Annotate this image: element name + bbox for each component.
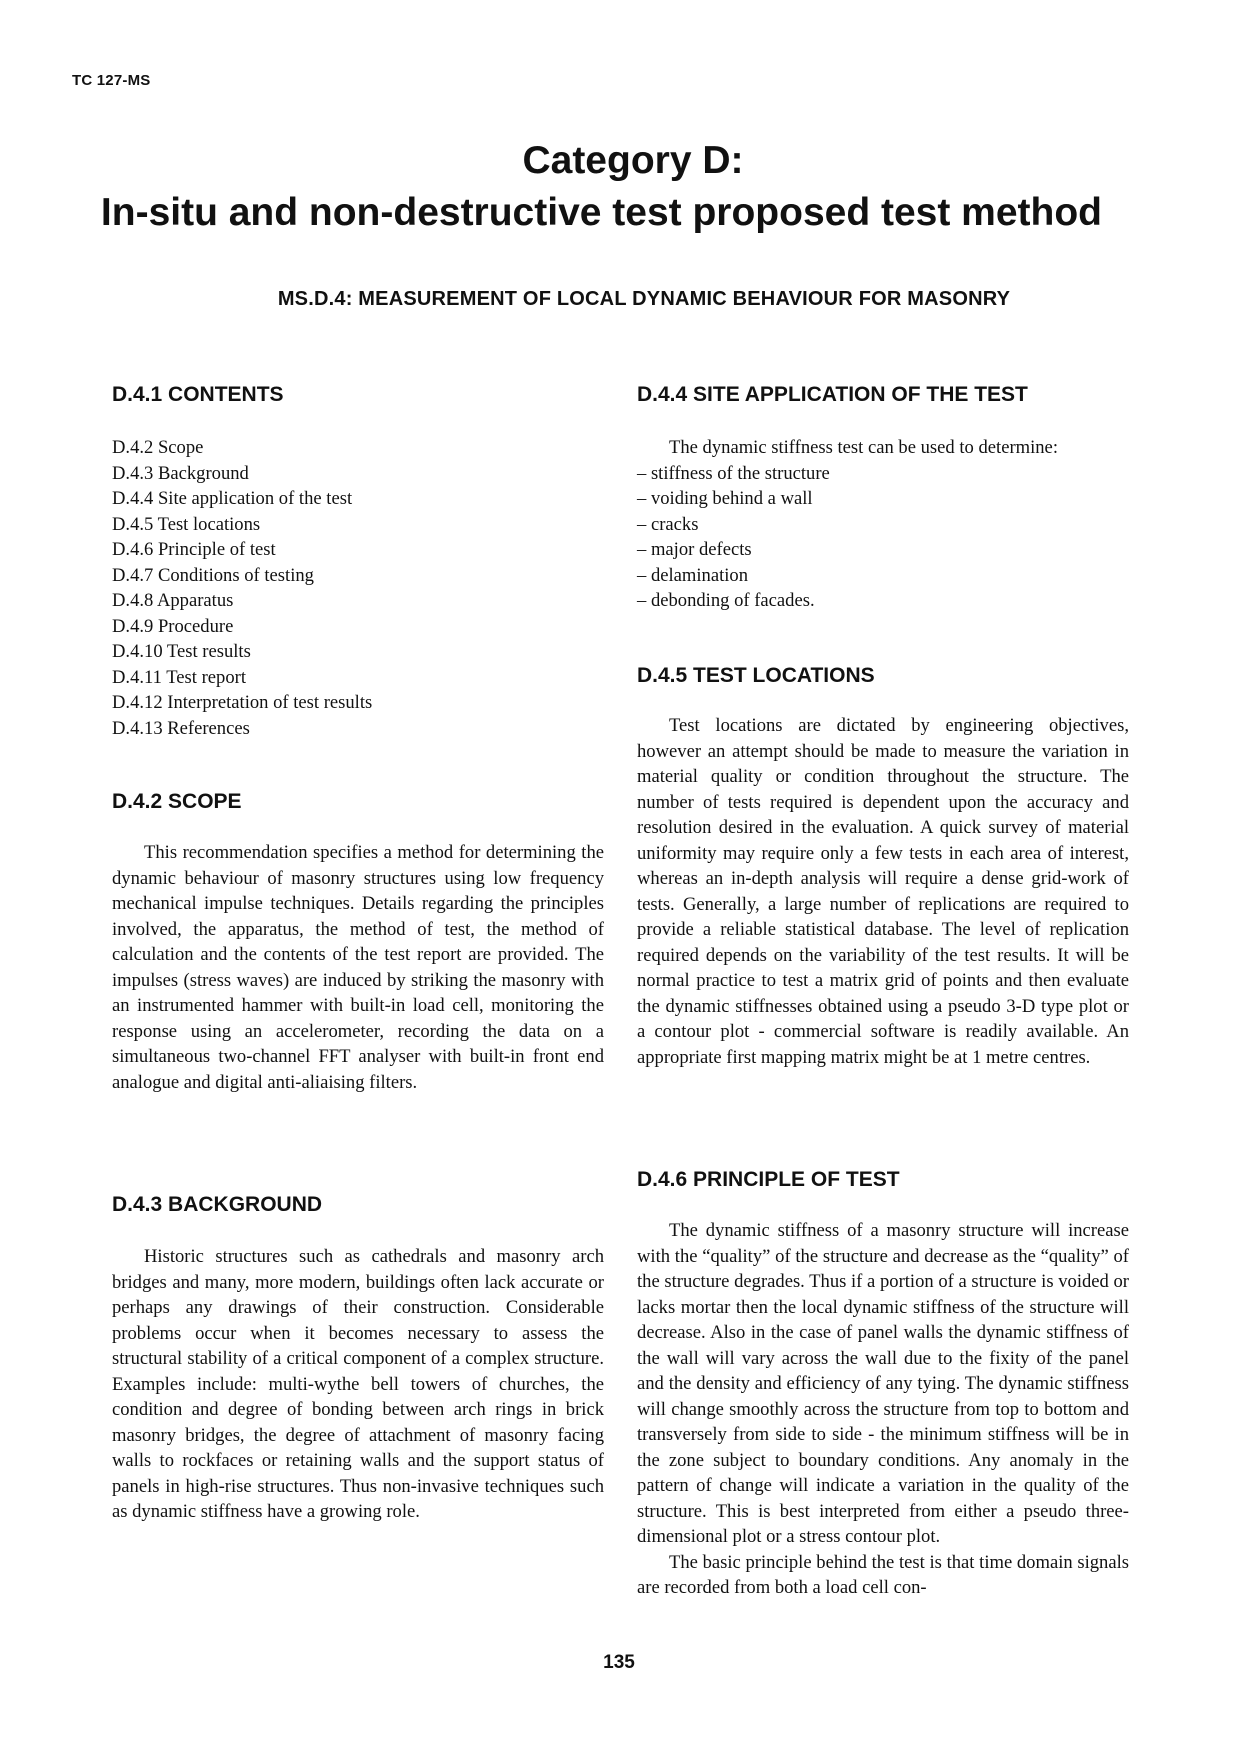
contents-list bbox=[112, 435, 372, 741]
contents-item: D.4.11 Test report bbox=[112, 666, 246, 688]
contents-item: D.4.13 References bbox=[112, 717, 250, 739]
test-locations-body bbox=[637, 713, 1129, 1070]
test-locations-paragraph: Test locations are dictated by engineering objectives, however an attempt should be made to measure the variation in material quality or condition throughout the structure. The number of tests required is dependent upon the accuracy and resolution desired in the evaluation. A quick survey of material uniformity may require only a few tests in each area of interest, whereas an in-depth analysis will require a dense grid-work of tests. Generally, a large number of replications are required to provide a reliable statistical database. The level of replication required depends on the variability of the test results. It will be normal practice to test a matrix grid of points and then evaluate the dynamic stiffnesses obtained using a pseudo 3-D type plot or a contour plot - commercial software is readily available. An appropriate first mapping matrix might be at 1 metre centres. bbox=[637, 715, 1129, 1068]
contents-item: D.4.2 Scope bbox=[112, 437, 204, 458]
site-application-list bbox=[637, 435, 1129, 614]
background-paragraph: Historic structures such as cathedrals and masonry arch bridges and many, more modern, buildings often lack accurate or perhaps any drawings of their construction. Considerable problems occur when it becomes necessary to assess the structural stability of a critical component of a complex structure. Examples include: multi-wythe bell towers of churches, the condition and degree of bonding between arch rings in brick masonry bridges, the degree of attachment of masonry facing walls to rockfaces or retaining walls and the support status of panels in high-rise structures. Thus non-invasive techniques such as dynamic stiffness have a growing role. bbox=[112, 1246, 604, 1522]
running-head: TC 127-MS bbox=[72, 72, 151, 89]
background-heading: D.4.3 BACKGROUND bbox=[112, 1193, 323, 1216]
principle-paragraph: The dynamic stiffness of a masonry structure will increase with the “quality” of the structure and decrease as the “quality” of the structure degrades. Thus if a portion of a structure is voided or lacks mortar then the local dynamic stiffness of the structure will decrease. Also in the case of panel walls the dynamic stiffness of the wall will vary across the wall due to the fixity of the panel and the density and efficiency of any tying. The dynamic stiffness will change smoothly across the structure from top to bottom and transversely from side to side - the minimum stiffness will be in the zone subject to boundary conditions. Any anomaly in the pattern of change will indicate a variation in the quality of the structure. This is best interpreted from either a pseudo three-dimensional plot or a stress contour plot. bbox=[637, 1220, 1129, 1547]
site-application-item: – delamination bbox=[637, 564, 749, 586]
contents-item: D.4.3 Background bbox=[112, 462, 249, 484]
principle-paragraph: The basic principle behind the test is that time domain signals are recorded from both a load cell con- bbox=[637, 1551, 1129, 1598]
contents-item: D.4.7 Conditions of testing bbox=[112, 564, 314, 586]
contents-heading: D.4.1 CONTENTS bbox=[112, 383, 284, 406]
contents-item: D.4.8 Apparatus bbox=[112, 590, 234, 611]
scope-paragraph: This recommendation specifies a method for determining the dynamic behaviour of masonry structures using low frequency mechanical impulse techniques. Details regarding the principles involved, the apparatus, the method of test, the method of calculation and the contents of the test report are provided. The impulses (stress waves) are induced by striking the masonry with an instrumented hammer with built-in load cell, monitoring the response using an accelerometer, recording the data on a simultaneous two-channel FFT analyser with built-in front end analogue and digital anti-aliaising filters. bbox=[112, 842, 604, 1093]
site-application-item: – stiffness of the structure bbox=[637, 462, 830, 484]
contents-item: D.4.4 Site application of the test bbox=[112, 488, 353, 509]
principle-body bbox=[637, 1218, 1129, 1601]
site-application-item: – cracks bbox=[637, 513, 699, 535]
contents-item: D.4.6 Principle of test bbox=[112, 539, 276, 560]
category-title bbox=[0, 135, 1238, 239]
background-body bbox=[112, 1244, 604, 1525]
page-number: 135 bbox=[603, 1652, 635, 1673]
principle-heading: D.4.6 PRINCIPLE OF TEST bbox=[637, 1168, 900, 1191]
contents-item: D.4.5 Test locations bbox=[112, 513, 261, 535]
category-title-line1: Category D: bbox=[522, 139, 744, 182]
category-title-line2: In-situ and non-destructive test proposed test method bbox=[100, 191, 1102, 234]
site-application-item: The dynamic stiffness test can be used to determine: bbox=[669, 437, 1058, 458]
contents-item: D.4.12 Interpretation of test results bbox=[112, 692, 373, 713]
site-application-item: – debonding of facades. bbox=[637, 590, 815, 611]
document-title: MS.D.4: MEASUREMENT OF LOCAL DYNAMIC BEHAVIOUR FOR MASONRY bbox=[277, 288, 1011, 310]
site-application-heading: D.4.4 SITE APPLICATION OF THE TEST bbox=[637, 383, 1028, 406]
site-application-item: – voiding behind a wall bbox=[637, 488, 813, 509]
contents-item: D.4.10 Test results bbox=[112, 641, 251, 662]
scope-heading: D.4.2 SCOPE bbox=[112, 790, 242, 813]
site-application-item: – major defects bbox=[637, 539, 752, 560]
scope-body bbox=[112, 840, 604, 1095]
contents-item: D.4.9 Procedure bbox=[112, 615, 234, 637]
test-locations-heading: D.4.5 TEST LOCATIONS bbox=[637, 664, 875, 687]
